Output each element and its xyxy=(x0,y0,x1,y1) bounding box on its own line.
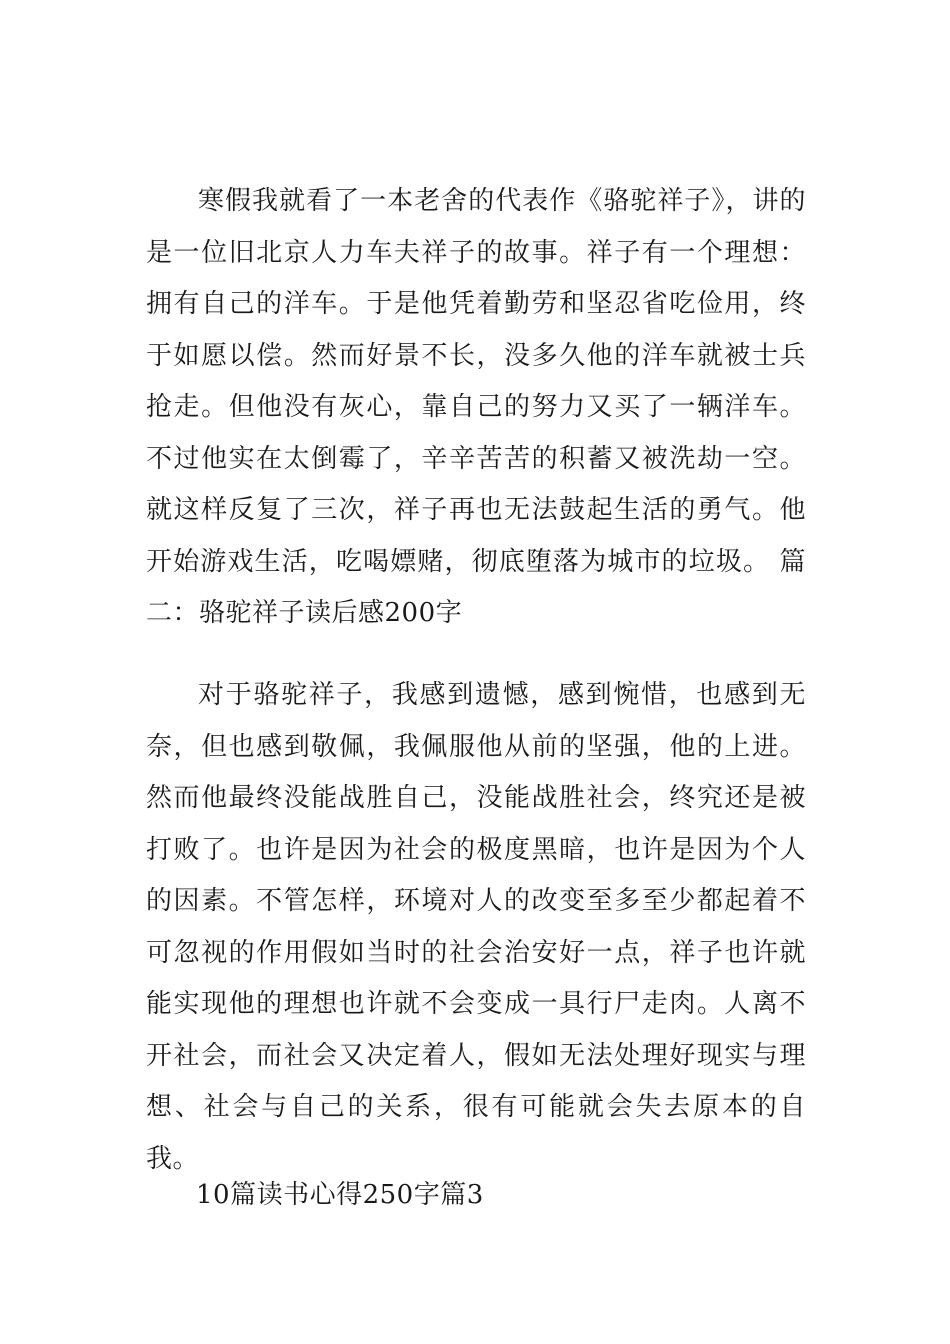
section-heading: 10篇读书心得250字篇3 xyxy=(196,1180,484,1210)
body-paragraph-reflection: 对于骆驼祥子，我感到遗憾，感到惋惜，也感到无奈，但也感到敬佩，我佩服他从前的坚强，他的上进。然而他最终没能战胜自己，没能战胜社会，终究还是被打败了。也许是因为社会的极度黑暗，也许是因为个人的因素。不管怎样，环境对人的改变至多至少都起着不可忽视的作用假如当时的社会治安好一点，祥子也许就能实现他的理想也许就不会变成一具行尸走肉。人离不开社会，而社会又决定着人，假如无法处理好现实与理想、社会与自己的关系，很有可能就会失去原本的自我。 xyxy=(146,680,806,1174)
body-paragraph-camel-xiangzi-summary: 寒假我就看了一本老舍的代表作《骆驼祥子》，讲的是一位旧北京人力车夫祥子的故事。祥子有一个理想：拥有自己的洋车。于是他凭着勤劳和坚忍省吃俭用，终于如愿以偿。然而好景不长，没多久他的洋车就被士兵抢走。但他没有灰心，靠自己的努力又买了一辆洋车。不过他实在太倒霉了，辛辛苦苦的积蓄又被洗劫一空。就这样反复了三次，祥子再也无法鼓起生活的勇气。他开始游戏生活，吃喝嫖赌，彻底堕落为城市的垃圾。 篇二：骆驼祥子读后感200字 xyxy=(146,186,806,628)
